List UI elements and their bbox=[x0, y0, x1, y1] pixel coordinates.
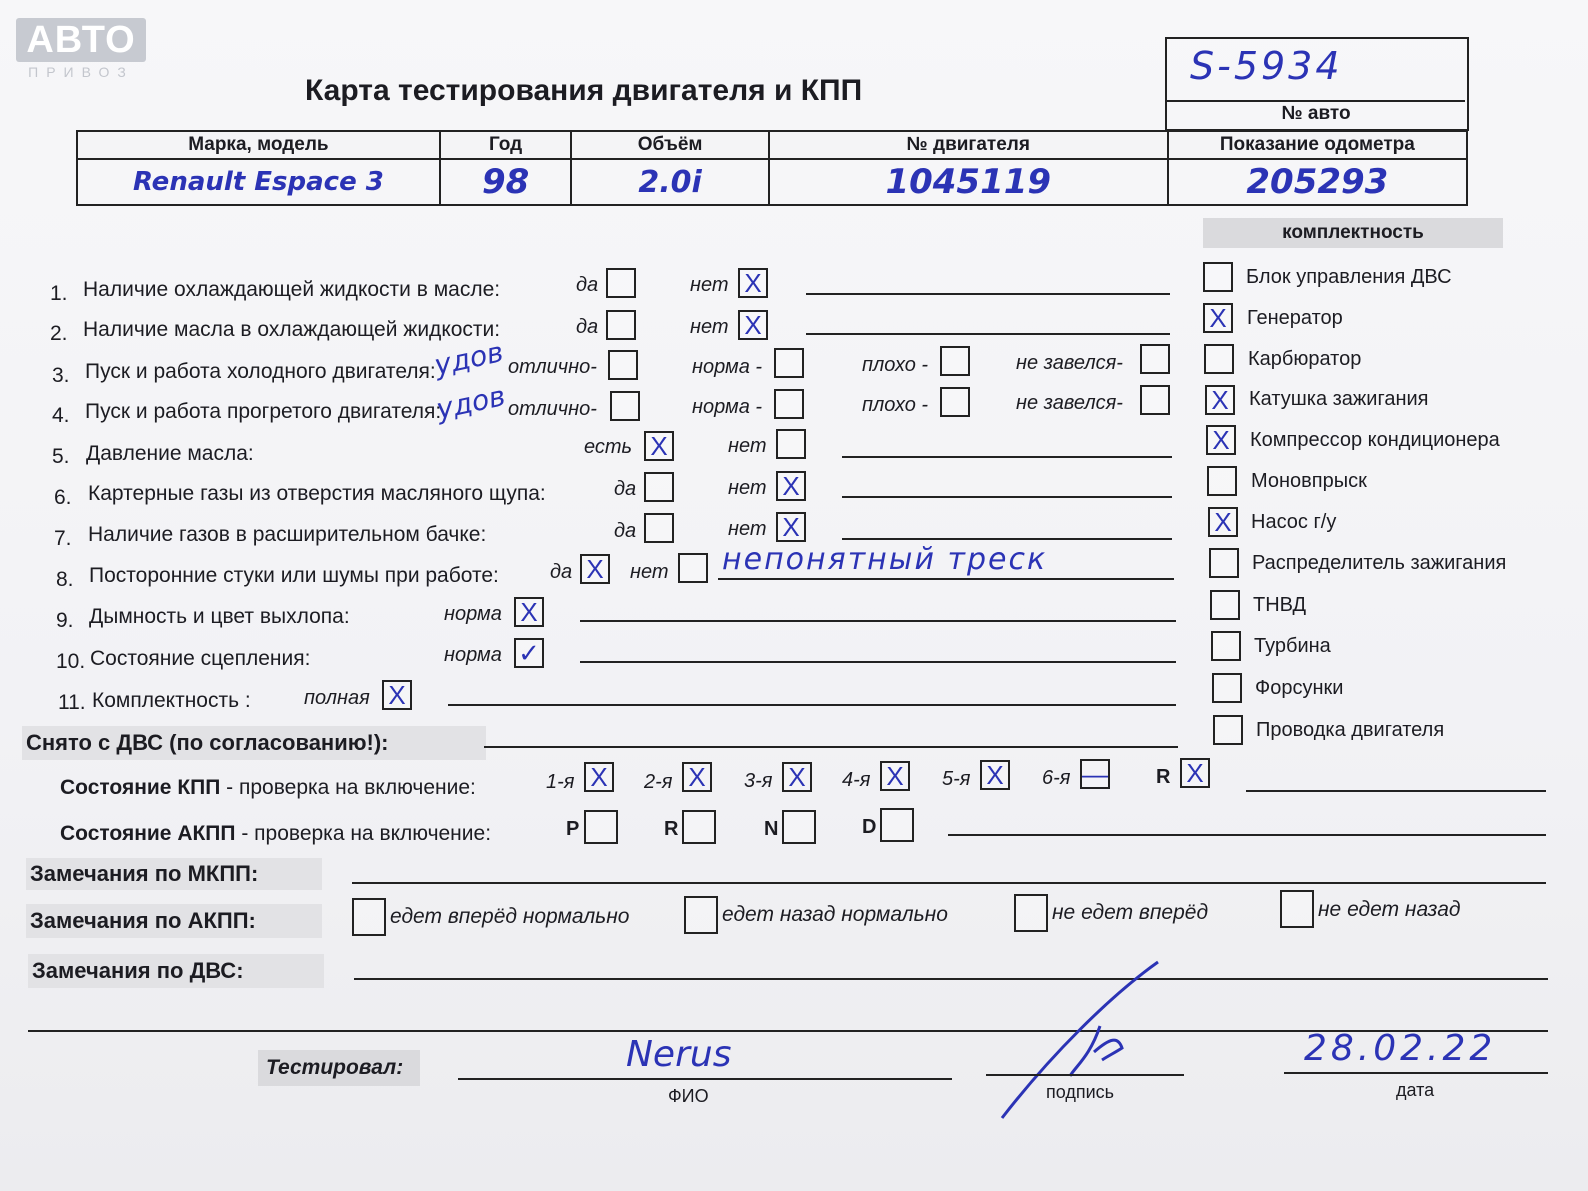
q7-number: 7. bbox=[54, 527, 72, 550]
q4-number: 4. bbox=[52, 404, 70, 427]
q3-note: удов bbox=[431, 335, 507, 382]
car-number-label: № авто bbox=[1281, 103, 1351, 124]
gear-label-6: 6-я bbox=[1042, 767, 1071, 789]
akpp-no-backward-label: не едет назад bbox=[1318, 898, 1461, 921]
completeness-checkbox-6[interactable] bbox=[1207, 466, 1237, 496]
volume-header: Объём bbox=[571, 131, 768, 159]
akpp-mode-label-p: P bbox=[566, 818, 580, 840]
completeness-checkbox-4[interactable]: X bbox=[1205, 385, 1235, 415]
removed-label: Снято с ДВС (по согласованию!): bbox=[22, 726, 486, 760]
akpp-checkbox-n[interactable] bbox=[782, 810, 816, 844]
completeness-label-10: Турбина bbox=[1254, 635, 1331, 657]
q9-number: 9. bbox=[56, 609, 74, 632]
gear-label-3: 3-я bbox=[744, 770, 773, 792]
q1-no-checkbox[interactable]: X bbox=[738, 268, 768, 298]
dvs-remarks-label: Замечания по ДВС: bbox=[28, 954, 324, 988]
completeness-label-12: Проводка двигателя bbox=[1256, 719, 1445, 741]
volume-cell bbox=[571, 159, 768, 205]
q3-opt-not-started: не завелся- bbox=[1016, 352, 1123, 374]
tester-name-value: Nerus bbox=[626, 1034, 732, 1075]
akpp-checkbox-p[interactable] bbox=[584, 810, 618, 844]
q2-text: Наличие масла в охлаждающей жидкости: bbox=[83, 318, 501, 341]
gear-checkbox-3[interactable]: X bbox=[782, 762, 812, 792]
q9-normal-checkbox[interactable]: X bbox=[514, 597, 544, 627]
mkpp-remarks-label: Замечания по МКПП: bbox=[26, 858, 322, 890]
q3-opt-excellent: отлично- bbox=[508, 356, 597, 378]
name-caption: ФИО bbox=[668, 1086, 709, 1106]
tested-by-label: Тестировал: bbox=[266, 1056, 404, 1079]
year-header: Год bbox=[440, 131, 572, 159]
completeness-checkbox-7[interactable]: X bbox=[1208, 507, 1238, 537]
q7-yes-checkbox[interactable] bbox=[644, 513, 674, 543]
q8-opt-no: нет bbox=[630, 561, 669, 583]
volume-value: 2.0i bbox=[638, 164, 702, 200]
akpp-no-forward-label: не едет вперёд bbox=[1052, 901, 1209, 924]
completeness-checkbox-12[interactable] bbox=[1213, 715, 1243, 745]
q7-text: Наличие газов в расширительном бачке: bbox=[88, 523, 487, 546]
brand-header: Марка, модель bbox=[77, 131, 440, 159]
q1-number: 1. bbox=[50, 282, 68, 305]
q2-opt-yes: да bbox=[576, 316, 599, 338]
q7-no-checkbox[interactable]: X bbox=[776, 512, 806, 542]
akpp-forward-ok-label: едет вперёд нормально bbox=[390, 905, 630, 928]
q6-yes-checkbox[interactable] bbox=[644, 472, 674, 502]
completeness-label-6: Моновпрыск bbox=[1251, 470, 1367, 492]
engine-number-value: 1045119 bbox=[885, 162, 1052, 202]
gear-label-r: R bbox=[1156, 766, 1171, 788]
engine-number-header: № двигателя bbox=[769, 131, 1168, 159]
completeness-checkbox-1[interactable] bbox=[1203, 262, 1233, 292]
q3-number: 3. bbox=[52, 364, 70, 387]
gear-label-1: 1-я bbox=[546, 771, 575, 793]
q4-note: удов bbox=[433, 379, 509, 426]
q8-number: 8. bbox=[56, 568, 74, 591]
logo-subtitle: ПРИВОЗ bbox=[28, 64, 134, 80]
gear-checkbox-2[interactable]: X bbox=[682, 762, 712, 792]
completeness-label-2: Генератор bbox=[1247, 307, 1343, 329]
completeness-label-3: Карбюратор bbox=[1248, 348, 1362, 370]
completeness-checkbox-11[interactable] bbox=[1212, 673, 1242, 703]
q3-text: Пуск и работа холодного двигателя: bbox=[85, 360, 436, 383]
year-value: 98 bbox=[481, 162, 530, 202]
q8-text: Посторонние стуки или шумы при работе: bbox=[89, 564, 499, 587]
gear-checkbox-6[interactable]: — bbox=[1082, 759, 1108, 789]
vehicle-info-table bbox=[76, 130, 1468, 206]
q1-opt-yes: да bbox=[576, 274, 599, 296]
akpp-remarks-label: Замечания по АКПП: bbox=[26, 904, 322, 938]
q4-opt-excellent: отлично- bbox=[508, 398, 597, 420]
q2-no-checkbox[interactable]: X bbox=[738, 310, 768, 340]
q6-no-checkbox[interactable]: X bbox=[776, 471, 806, 501]
brand-cell bbox=[77, 159, 440, 205]
q5-text: Давление масла: bbox=[86, 442, 254, 465]
akpp-mode-label-n: N bbox=[764, 818, 779, 840]
akpp-backward-ok-label: едет назад нормально bbox=[722, 903, 948, 926]
logo: АВТО bbox=[16, 18, 146, 62]
akpp-no-backward-checkbox[interactable] bbox=[1280, 890, 1314, 928]
completeness-label-5: Компрессор кондиционера bbox=[1250, 429, 1500, 451]
page-title: Карта тестирования двигателя и КПП bbox=[305, 74, 863, 107]
akpp-checkbox-d[interactable] bbox=[880, 808, 914, 842]
year-cell bbox=[440, 159, 572, 205]
q3-normal-checkbox[interactable] bbox=[774, 348, 804, 378]
q1-text: Наличие охлаждающей жидкости в масле: bbox=[83, 278, 501, 301]
q2-yes-checkbox[interactable] bbox=[606, 310, 636, 340]
completeness-title: комплектность bbox=[1203, 218, 1503, 248]
akpp-mode-label-d: D bbox=[862, 816, 877, 838]
q8-opt-yes: да bbox=[550, 561, 573, 583]
akpp-forward-ok-checkbox[interactable] bbox=[352, 898, 386, 936]
q6-number: 6. bbox=[54, 486, 72, 509]
akpp-label: Состояние АКПП - проверка на включение: bbox=[60, 822, 492, 845]
gear-label-2: 2-я bbox=[644, 771, 673, 793]
q3-excellent-checkbox[interactable] bbox=[608, 350, 638, 380]
q11-full-checkbox[interactable]: X bbox=[382, 680, 412, 710]
q1-yes-checkbox[interactable] bbox=[606, 268, 636, 298]
date-value: 28.02.22 bbox=[1304, 1028, 1497, 1069]
q6-opt-no: нет bbox=[728, 477, 767, 499]
q3-opt-normal: норма - bbox=[692, 356, 763, 378]
completeness-checkbox-10[interactable] bbox=[1211, 631, 1241, 661]
q9-opt-normal: норма bbox=[444, 603, 502, 625]
car-number-value: S-5934 bbox=[1190, 44, 1343, 88]
completeness-label-1: Блок управления ДВС bbox=[1246, 266, 1452, 288]
gear-label-5: 5-я bbox=[942, 768, 971, 790]
q9-text: Дымность и цвет выхлопа: bbox=[89, 605, 350, 628]
gear-checkbox-1[interactable]: X bbox=[584, 762, 614, 792]
completeness-label-11: Форсунки bbox=[1255, 677, 1344, 699]
q1-opt-no: нет bbox=[690, 274, 729, 296]
q4-normal-checkbox[interactable] bbox=[774, 389, 804, 419]
odometer-header: Показание одометра bbox=[1168, 131, 1467, 159]
completeness-label-7: Насос г/у bbox=[1251, 511, 1337, 533]
completeness-checkbox-3[interactable] bbox=[1204, 344, 1234, 374]
signature-caption: подпись bbox=[1046, 1082, 1115, 1102]
q8-note: непонятный треск bbox=[722, 542, 1048, 577]
akpp-checkbox-r[interactable] bbox=[682, 810, 716, 844]
completeness-checkbox-9[interactable] bbox=[1210, 590, 1240, 620]
akpp-backward-ok-checkbox[interactable] bbox=[684, 896, 718, 934]
q4-not-started-checkbox[interactable] bbox=[1140, 385, 1170, 415]
q4-opt-normal: норма - bbox=[692, 396, 763, 418]
q5-opt-yes: есть bbox=[584, 436, 633, 458]
odometer-cell bbox=[1168, 159, 1467, 205]
q3-bad-checkbox[interactable] bbox=[940, 346, 970, 376]
q5-yes-checkbox[interactable]: X bbox=[644, 431, 674, 461]
gear-checkbox-r[interactable]: X bbox=[1180, 758, 1210, 788]
q10-number: 10. bbox=[56, 650, 86, 673]
q4-opt-not-started: не завелся- bbox=[1016, 392, 1123, 414]
completeness-checkbox-5[interactable]: X bbox=[1206, 425, 1236, 455]
completeness-label-8: Распределитель зажигания bbox=[1252, 552, 1507, 574]
q5-no-checkbox[interactable] bbox=[776, 429, 806, 459]
q4-text: Пуск и работа прогретого двигателя: bbox=[85, 400, 442, 423]
q8-no-checkbox[interactable] bbox=[678, 553, 708, 583]
akpp-mode-label-r: R bbox=[664, 818, 679, 840]
q3-opt-bad: плохо - bbox=[862, 354, 929, 376]
q10-opt-normal: норма bbox=[444, 644, 502, 666]
completeness-label-4: Катушка зажигания bbox=[1249, 388, 1429, 410]
q6-opt-yes: да bbox=[614, 478, 637, 500]
completeness-checkbox-2[interactable]: X bbox=[1203, 303, 1233, 333]
gear-checkbox-4[interactable]: X bbox=[880, 761, 910, 791]
kpp-label: Состояние КПП - проверка на включение: bbox=[60, 776, 476, 799]
q6-text: Картерные газы из отверстия масляного щупа: bbox=[88, 482, 546, 505]
q11-text: Комплектность : bbox=[92, 689, 251, 712]
q2-number: 2. bbox=[50, 322, 68, 345]
date-caption: дата bbox=[1396, 1080, 1435, 1100]
brand-value: Renault Espace 3 bbox=[132, 167, 384, 197]
gear-label-4: 4-я bbox=[842, 769, 871, 791]
q7-opt-yes: да bbox=[614, 520, 637, 542]
q3-not-started-checkbox[interactable] bbox=[1140, 344, 1170, 374]
completeness-label-9: ТНВД bbox=[1253, 594, 1307, 616]
gear-checkbox-5[interactable]: X bbox=[980, 760, 1010, 790]
q4-opt-bad: плохо - bbox=[862, 394, 929, 416]
q4-bad-checkbox[interactable] bbox=[940, 387, 970, 417]
q4-excellent-checkbox[interactable] bbox=[610, 391, 640, 421]
completeness-checkbox-8[interactable] bbox=[1209, 548, 1239, 578]
q5-number: 5. bbox=[52, 445, 70, 468]
odometer-value: 205293 bbox=[1246, 162, 1389, 202]
q5-opt-no: нет bbox=[728, 435, 767, 457]
engine-number-cell bbox=[769, 159, 1168, 205]
q11-opt-full: полная bbox=[304, 687, 370, 709]
akpp-no-forward-checkbox[interactable] bbox=[1014, 894, 1048, 932]
q10-text: Состояние сцепления: bbox=[90, 647, 311, 670]
q8-yes-checkbox[interactable]: X bbox=[580, 554, 610, 584]
q2-opt-no: нет bbox=[690, 316, 729, 338]
q10-normal-checkbox[interactable]: ✓ bbox=[514, 638, 544, 668]
q7-opt-no: нет bbox=[728, 518, 767, 540]
q11-number: 11. bbox=[58, 691, 86, 714]
